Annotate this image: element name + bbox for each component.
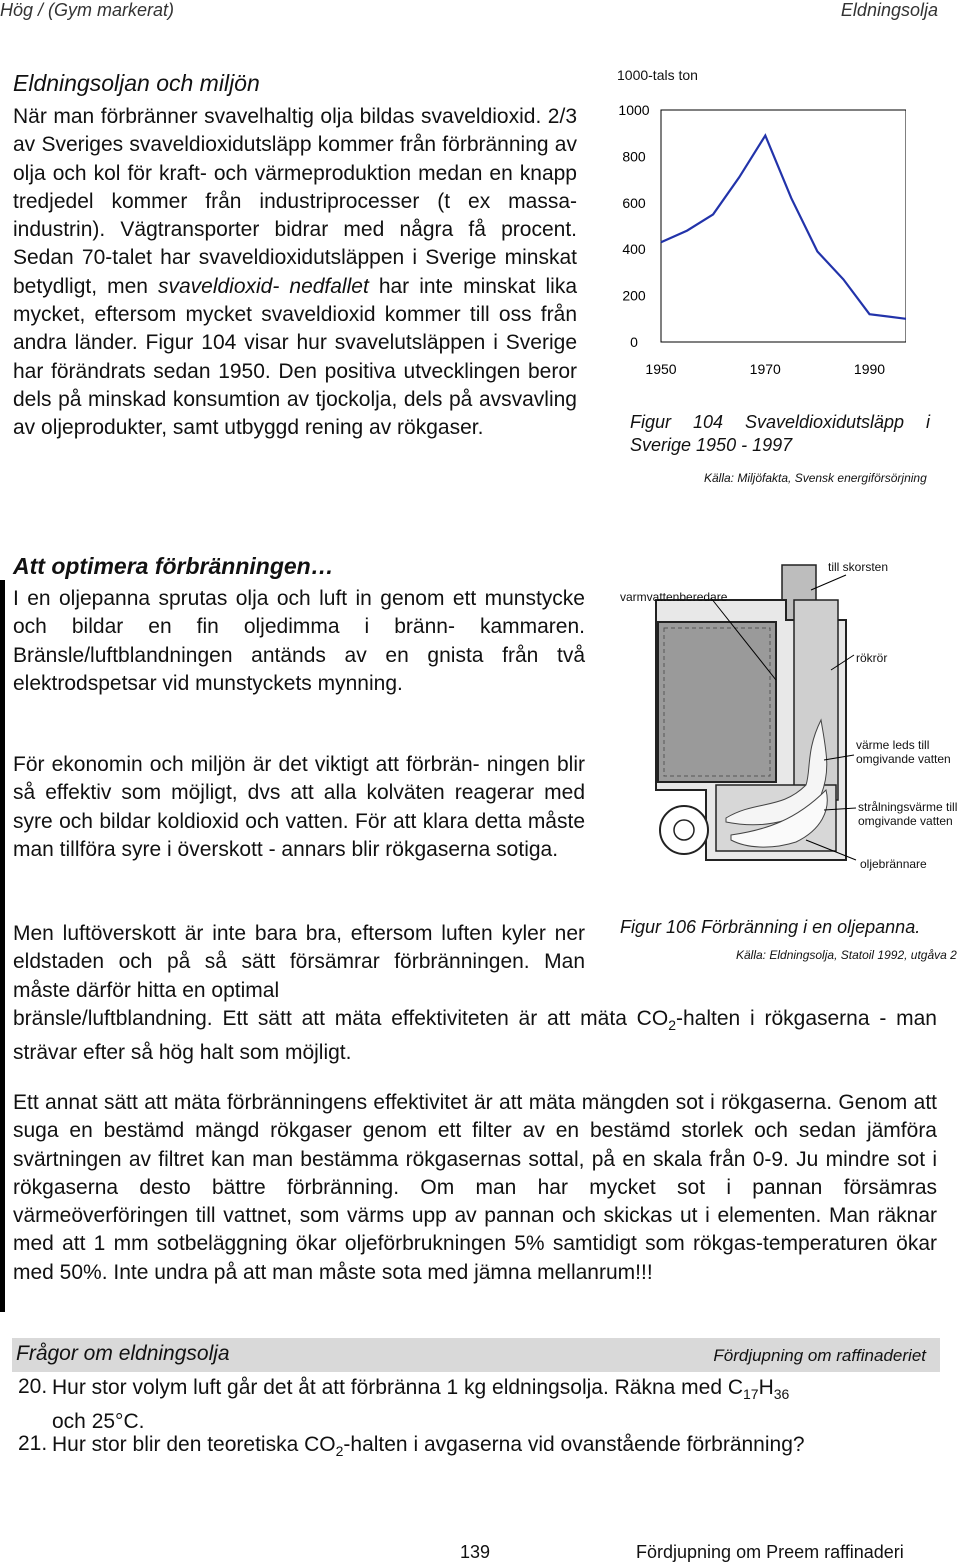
y-tick-label: 600 [622,194,646,211]
section2-paragraph-4: Ett annat sätt att mäta förbränningens effektivitet är att mäta mängden sot i rökgaserna. Genom att suga en bestämd mängd rökgaser genom ett filter av en bestämd storlek och sedan jämföra svärtningen av filtret kan man bestämma rökgasernas sottal, på en skala från 0-9. Ju mindre sot i rökgaserna desto bättre förbränning. Om man har mycket sot i pannan försämras värmeöverföringen till vattnet, som värms upp av pannan och skickas ut i elementen. Man räknar med att 1 mm sotbeläggning ökar oljeförbrukningen 5% samtidigt som rökgas-temperaturen ökar med 50%. Inte undra på att man måste sota med jämna mellanrum!!! [13,1091,937,1284]
paragraph-text: har inte minskat lika mycket, eftersom mycket svaveldioxid kommer till oss från andra länder. Figur 104 visar hur svavelutsläppen i Sverige har förändrats sedan 1950. Den positiva utvecklingen beror dels på minskad konsumtion av tjockolja, dels på avsvavling av oljeprodukter, samt utbyggd rening av rökgaser. [13,274,577,440]
label-flue: rökrör [856,651,888,665]
section-title-optimera: Att optimera förbränningen… [13,553,334,579]
figure106-source: Källa: Eldningsolja, Statoil 1992, utgåva 2 [736,948,957,962]
section2-paragraph-1: I en oljepanna sprutas olja och luft in genom ett munstycke och bildar en fin oljedimma i bränn- kammaren. Bränsle/luftblandningen antänds av en gnista från två elektrodspetsar vid munstyckets mynning. [13,587,585,695]
question-21-number: 21. [18,1432,48,1455]
question-20-text [52,1374,938,1436]
questions-right-label: Fördjupning om raffinaderiet [713,1346,926,1365]
water-heater-tank [658,622,776,782]
question-20-number: 20. [18,1375,48,1398]
question-text: och 25°C. [52,1410,145,1434]
section2-paragraph-3b [13,1005,937,1068]
figure104-caption: Figur 104 Svaveldioxidutsläpp i Sverige 1950 - 1997 [630,412,930,455]
subscript: 36 [773,1386,790,1403]
italic-term: svaveldioxid- nedfallet [157,274,369,298]
y-tick-label: 400 [622,241,646,258]
plot-frame [661,110,906,342]
section1-paragraph [13,103,577,443]
sulfur-emissions-chart [606,86,906,386]
subscript: 17 [743,1386,759,1403]
paragraph-text: När man förbränner svavelhaltig olja bildas svaveldioxid. 2/3 av Sveriges svaveldioxidutsläpp kommer från förbränning av olja och kol för kraft- och värmeproduktion medan en knapp tredjedel kommer från industriprocesser (t ex massa- industrin). Vägtransporter bidrar med några få procent. Sedan 70-talet har svaveldioxidutsläppen i Sverige minskat betydligt, men [13,105,577,298]
question-text: Hur stor blir den teoretiska CO [52,1433,336,1456]
y-tick-label: 0 [630,334,638,350]
section2-paragraph-2: För ekonomin och miljön är det viktigt att förbrän- ningen blir så effektiv som möjligt, dvs att alla kolväten reagerar med syre och bildar koldioxid och vatten. För att klara detta måste man tillföra syre i överskott - annars blir rökgaserna sotiga. [13,753,585,861]
paragraph-text: -halten i rökgaserna - man strävar efter så hög halt som möjligt. [13,1007,937,1065]
x-tick-label: 1950 [645,361,677,377]
y-tick-label: 800 [622,148,646,165]
margin-bar [0,580,5,1312]
figure106-caption: Figur 106 Förbränning i en oljepanna. [620,917,921,937]
question-21-text [52,1431,938,1465]
page-number: 139 [460,1542,491,1562]
section2-paragraph-3a: Men luftöverskott är inte bara bra, eftersom luften kyler ner eldstaden och på så sätt försämrar förbränningen. Man måste därför hitta en optimal [13,922,585,1002]
label-water-heater: varmvattenberedare [620,590,728,604]
y-tick-label: 200 [622,287,646,304]
question-text: Hur stor volym luft går det åt att förbränna 1 kg eldningsolja. Räkna med C [52,1376,744,1399]
oil-burner [660,806,708,854]
subscript: 2 [668,1017,676,1034]
section-title-miljo: Eldningsoljan och miljön [13,70,260,96]
x-tick-label: 1970 [749,361,781,377]
label-chimney: till skorsten [828,560,889,574]
paragraph-text: bränsle/luftblandning. Ett sätt att mäta effektiviteten är att mäta CO [13,1007,669,1030]
y-tick-label: 1000 [618,102,650,118]
footer-right: Fördjupning om Preem raffinaderi [636,1542,904,1562]
oil-boiler-diagram [606,560,960,900]
header-left: Hög / (Gym markerat) [0,0,175,20]
header-right: Eldningsolja [840,0,938,20]
series-line [661,136,906,319]
label-heat-transfer: värme leds till omgivande vatten [856,738,951,766]
label-radiant-heat: strålningsvärme till omgivande vatten [858,800,958,828]
x-tick-label: 1990 [853,361,886,377]
question-text: -halten i avgaserna vid ovanstående förbränning? [343,1433,805,1456]
chart-unit-label: 1000-tals ton [617,67,698,83]
label-burner: oljebrännare [860,857,927,871]
figure104-source: Källa: Miljöfakta, Svensk energiförsörjning [704,471,927,485]
subscript: 2 [335,1443,344,1460]
questions-title: Frågor om eldningsolja [16,1342,230,1365]
question-text: H [758,1376,774,1399]
